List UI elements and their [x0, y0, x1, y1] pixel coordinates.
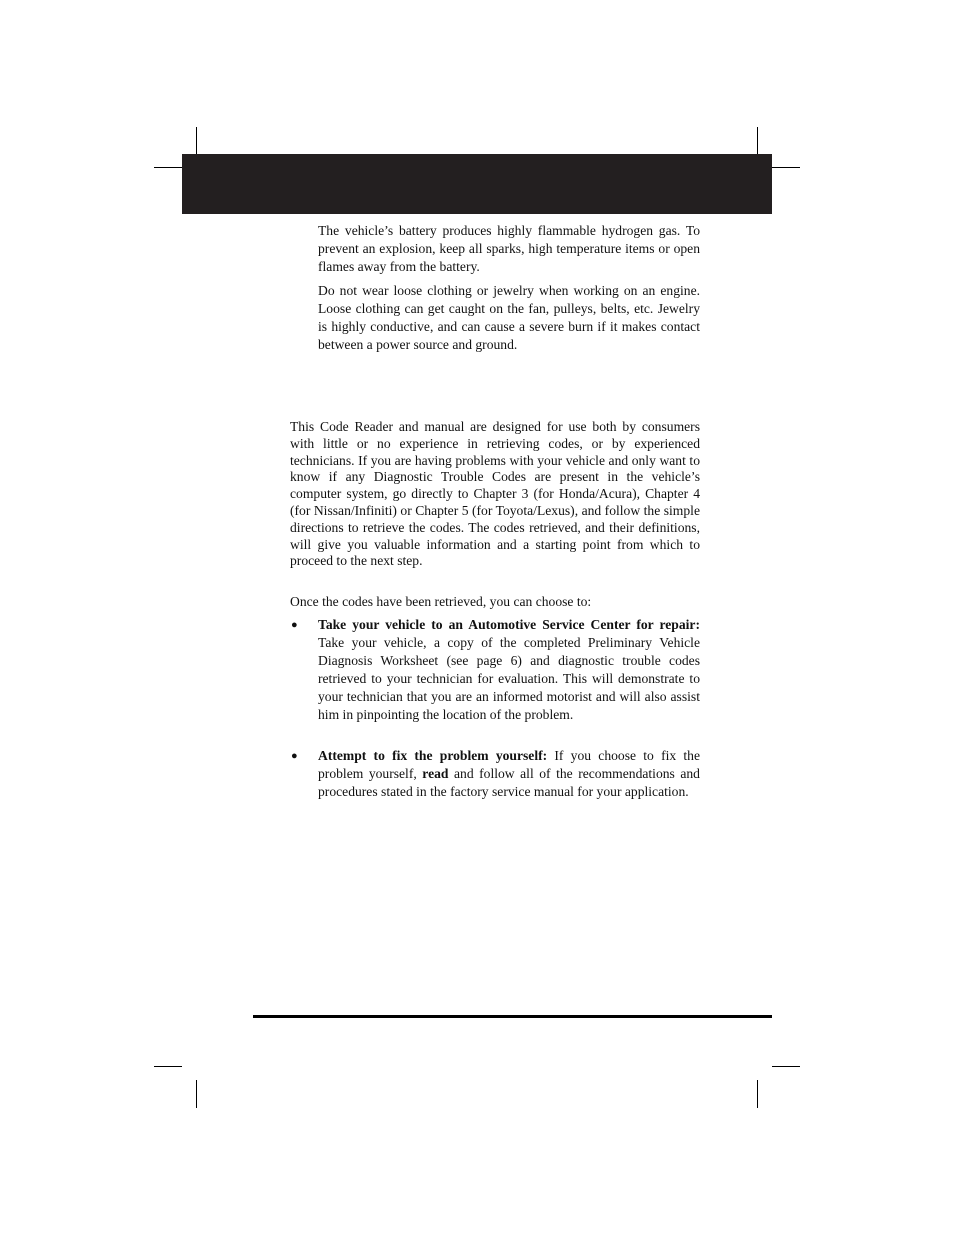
- crop-mark-bottom-left-vertical: [196, 1080, 197, 1108]
- crop-mark-top-left-vertical: [196, 127, 197, 154]
- choose-text: Once the codes have been retrieved, you can choose to:: [290, 594, 592, 609]
- bullet-service-center-content: [318, 616, 700, 724]
- crop-mark-top-right-horizontal: [772, 167, 800, 168]
- bullet-service-center-text: Take your vehicle, a copy of the completed Preliminary Vehicle Diagnosis Worksheet (see page 6) and diagnostic trouble codes retrieved to your technician for evaluation. This will demonstrate to your technician that you are an informed motorist and will also assist him in pinpointing the location of the problem.: [318, 635, 700, 722]
- crop-mark-top-right-vertical: [757, 127, 758, 154]
- footer-rule: [253, 1015, 772, 1018]
- warning-battery: [318, 222, 700, 276]
- crop-mark-bottom-right-horizontal: [772, 1066, 800, 1067]
- choose-paragraph: [290, 593, 700, 611]
- intro-text: This Code Reader and manual are designed for use both by consumers with little or no experience in retrieving codes, or by experienced technicians. If you are having problems with your vehicle and only want to know if any Diagnostic Trouble Codes are present in the vehicle’s computer system, go directly to Chapter 3 (for Honda/Acura), Chapter 4 (for Nissan/Infiniti) or Chapter 5 (for Toyota/Lexus), and follow the simple directions to retrieve the codes. The codes retrieved, and their definitions, will give you valuable information and a starting point from which to proceed to the next step.: [290, 419, 700, 569]
- warning-battery-text: The vehicle’s battery produces highly flammable hydrogen gas. To prevent an explosion, keep all sparks, high temperature items or open flames away from the battery.: [318, 223, 700, 274]
- bullet-service-center-title: Take your vehicle to an Automotive Service Center for repair:: [318, 617, 700, 632]
- intro-paragraph: [290, 419, 700, 570]
- bullet-icon: ●: [291, 619, 298, 631]
- bullet-fix-yourself-text-after: and follow all of the recommendations and procedures stated in the factory service manual for your application.: [318, 766, 700, 799]
- warning-clothing: [318, 282, 700, 354]
- crop-mark-top-left-horizontal: [154, 167, 182, 168]
- warning-clothing-text: Do not wear loose clothing or jewelry when working on an engine. Loose clothing can get caught on the fan, pulleys, belts, etc. Jewelry is highly conductive, and can cause a severe burn if it makes contact between a power source and ground.: [318, 283, 700, 352]
- bullet-fix-yourself-title: Attempt to fix the problem yourself:: [318, 748, 548, 763]
- crop-mark-bottom-left-horizontal: [154, 1066, 182, 1067]
- crop-mark-bottom-right-vertical: [757, 1080, 758, 1108]
- bullet-fix-yourself-text-before: If you choose to fix the problem yourself,: [318, 748, 700, 781]
- bullet-icon: ●: [291, 750, 298, 762]
- bullet-fix-yourself: [290, 747, 700, 801]
- header-bar: [182, 154, 772, 214]
- bullet-fix-yourself-emphasis: read: [422, 766, 449, 781]
- bullet-fix-yourself-content: [318, 747, 700, 801]
- bullet-service-center: [290, 616, 700, 724]
